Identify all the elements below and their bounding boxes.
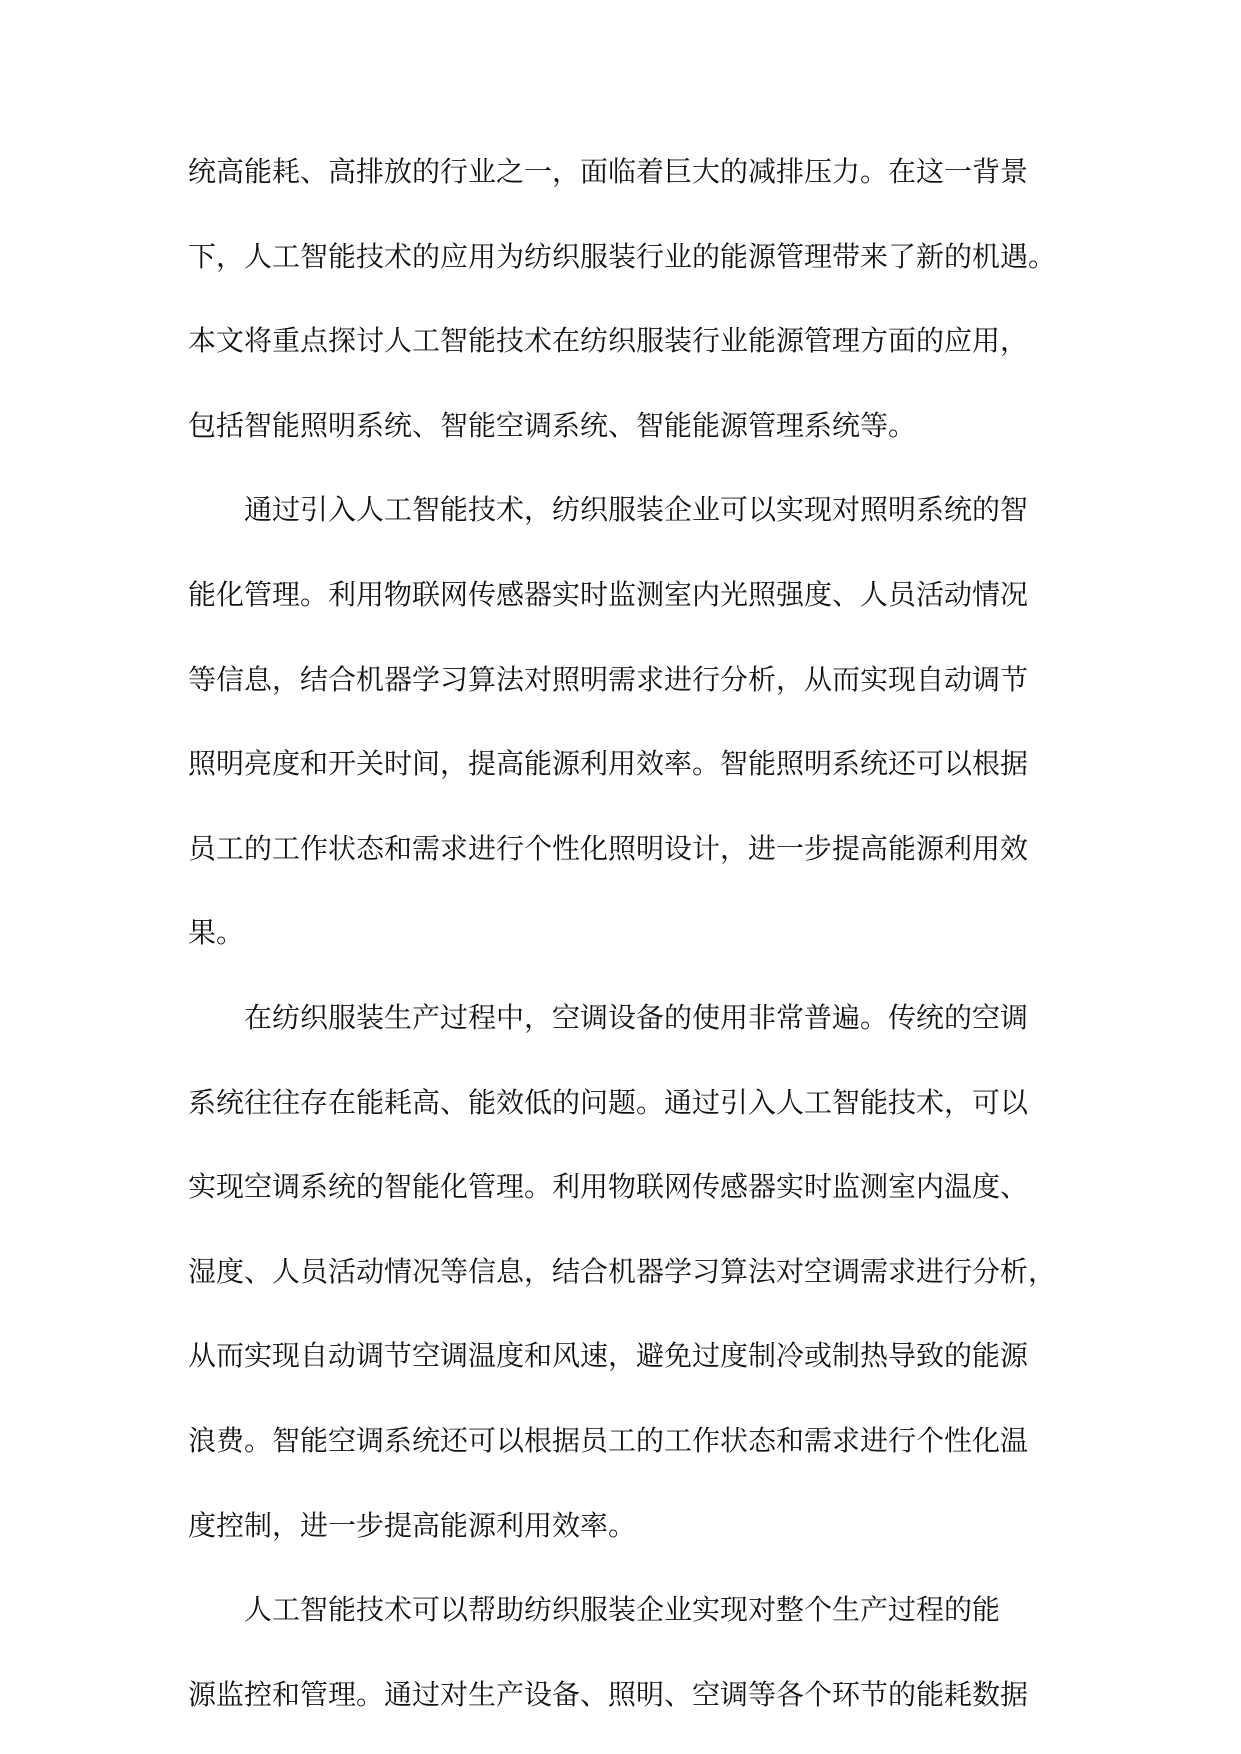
paragraph-first-line: 人工智能技术可以帮助纺织服装企业实现对整个生产过程的能	[244, 1593, 1001, 1627]
text-line: 本文将重点探讨人工智能技术在纺织服装行业能源管理方面的应用，	[188, 324, 1029, 358]
text-line: 浪费。智能空调系统还可以根据员工的工作状态和需求进行个性化温	[188, 1423, 1029, 1457]
text-line: 果。	[188, 916, 245, 950]
text-line: 源监控和管理。通过对生产设备、照明、空调等各个环节的能耗数据	[188, 1677, 1029, 1711]
text-line: 照明亮度和开关时间，提高能源利用效率。智能照明系统还可以根据	[188, 747, 1029, 781]
text-line: 员工的工作状态和需求进行个性化照明设计，进一步提高能源利用效	[188, 831, 1029, 865]
text-line: 从而实现自动调节空调温度和风速，避免过度制冷或制热导致的能源	[188, 1339, 1029, 1373]
text-line: 包括智能照明系统、智能空调系统、智能能源管理系统等。	[188, 408, 917, 442]
text-line: 度控制，进一步提高能源利用效率。	[188, 1508, 637, 1542]
text-line: 湿度、人员活动情况等信息，结合机器学习算法对空调需求进行分析，	[188, 1254, 1057, 1288]
text-line: 能化管理。利用物联网传感器实时监测室内光照强度、人员活动情况	[188, 577, 1029, 611]
paragraph-first-line: 在纺织服装生产过程中，空调设备的使用非常普遍。传统的空调	[244, 1000, 1029, 1034]
text-line: 等信息，结合机器学习算法对照明需求进行分析，从而实现自动调节	[188, 662, 1029, 696]
text-line: 系统往往存在能耗高、能效低的问题。通过引入人工智能技术，可以	[188, 1085, 1029, 1119]
text-line: 统高能耗、高排放的行业之一，面临着巨大的减排压力。在这一背景	[188, 155, 1029, 188]
body-text	[188, 138, 1057, 1745]
text-line: 下，人工智能技术的应用为纺织服装行业的能源管理带来了新的机遇。	[188, 239, 1057, 273]
paragraph-first-line: 通过引入人工智能技术，纺织服装企业可以实现对照明系统的智	[244, 493, 1029, 527]
text-line: 实现空调系统的智能化管理。利用物联网传感器实时监测室内温度、	[188, 1170, 1029, 1204]
